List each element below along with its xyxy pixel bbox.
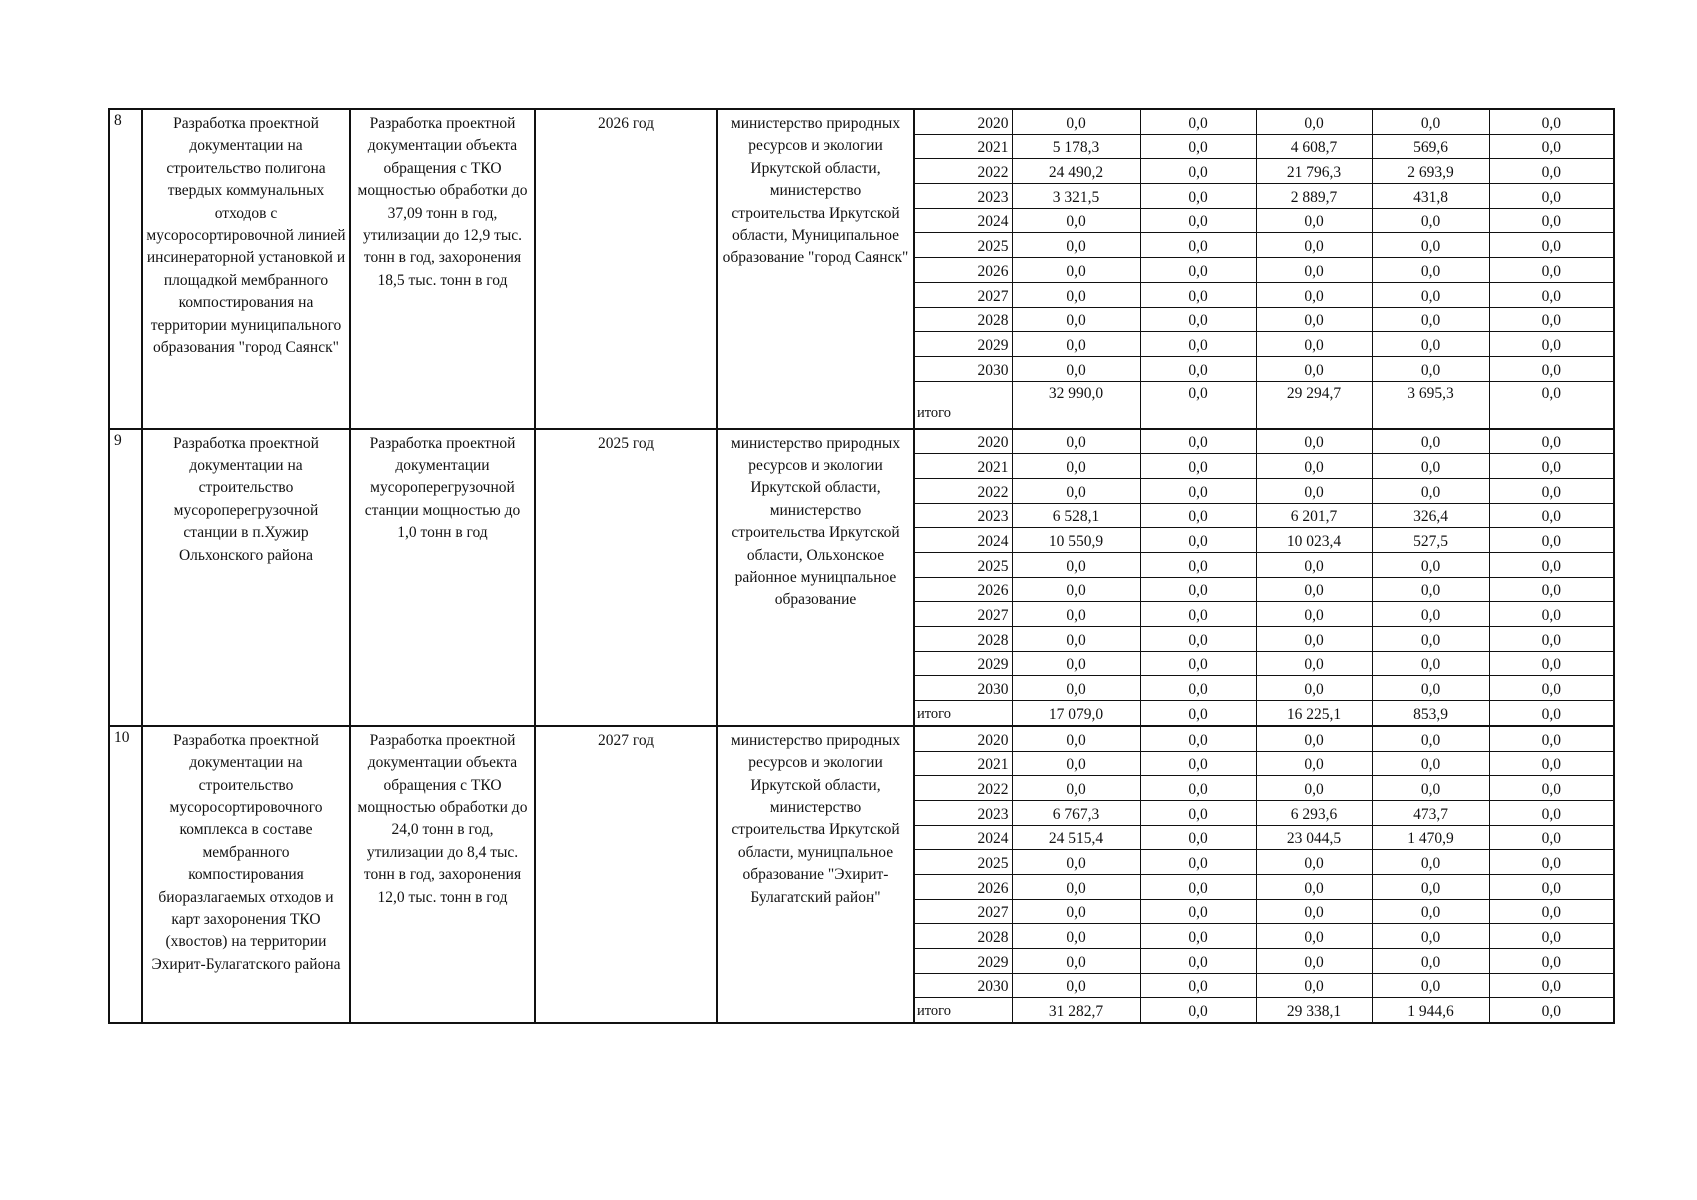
year-row <box>915 651 1613 676</box>
amount-cell: 0,0 <box>1140 110 1256 134</box>
financing-table <box>915 430 1613 725</box>
amount-cell: 0,0 <box>1489 110 1613 134</box>
year-cell: 2030 <box>915 973 1012 998</box>
amount-cell: 0,0 <box>1489 356 1613 381</box>
amount-cell: 431,8 <box>1372 184 1489 209</box>
total-amount-cell: 17 079,0 <box>1012 701 1140 725</box>
amount-cell: 0,0 <box>1489 850 1613 875</box>
amount-cell: 0,0 <box>1372 307 1489 332</box>
amount-cell: 2 889,7 <box>1256 184 1372 209</box>
amount-cell: 0,0 <box>1372 110 1489 134</box>
year-cell: 2030 <box>915 676 1012 701</box>
total-amount-cell: 0,0 <box>1140 381 1256 428</box>
amount-cell: 0,0 <box>1256 874 1372 899</box>
measure-executor: министерство природных ресурсов и экологии Иркутской области, министерство строительства Иркутской области, Муниципальное образование "город Саянск" <box>717 109 914 429</box>
measure-result: Разработка проектной документации объекта обращения с ТКО мощностью обработки до 37,09 тонн в год, утилизации до 12,9 тыс. тонн в год, захоронения 18,5 тыс. тонн в год <box>350 109 535 429</box>
amount-cell: 0,0 <box>1256 454 1372 479</box>
year-cell: 2025 <box>915 850 1012 875</box>
amount-cell: 0,0 <box>1012 307 1140 332</box>
amount-cell: 0,0 <box>1489 973 1613 998</box>
amount-cell: 5 178,3 <box>1012 134 1140 159</box>
amount-cell: 0,0 <box>1372 949 1489 974</box>
amount-cell: 0,0 <box>1372 727 1489 751</box>
amount-cell: 0,0 <box>1140 776 1256 801</box>
amount-cell: 0,0 <box>1256 899 1372 924</box>
year-row <box>915 553 1613 578</box>
year-cell: 2029 <box>915 651 1012 676</box>
amount-cell: 0,0 <box>1489 134 1613 159</box>
year-cell: 2027 <box>915 282 1012 307</box>
measure-result: Разработка проектной документации мусороперегрузочной станции мощностью до 1,0 тонн в год <box>350 429 535 726</box>
amount-cell: 0,0 <box>1012 751 1140 776</box>
year-cell: 2028 <box>915 307 1012 332</box>
year-cell: 2028 <box>915 924 1012 949</box>
year-row <box>915 924 1613 949</box>
amount-cell: 24 515,4 <box>1012 825 1140 850</box>
measure-name: Разработка проектной документации на строительство мусороперегрузочной станции в п.Хужир Ольхонского района <box>142 429 350 726</box>
year-cell: 2026 <box>915 258 1012 283</box>
year-row <box>915 776 1613 801</box>
amount-cell: 0,0 <box>1489 528 1613 553</box>
year-cell: 2021 <box>915 454 1012 479</box>
amount-cell: 0,0 <box>1140 751 1256 776</box>
amount-cell: 6 201,7 <box>1256 503 1372 528</box>
measure-term: 2027 год <box>535 726 717 1023</box>
amount-cell: 0,0 <box>1140 602 1256 627</box>
amount-cell: 0,0 <box>1012 850 1140 875</box>
year-cell: 2025 <box>915 233 1012 258</box>
year-cell: 2028 <box>915 627 1012 652</box>
amount-cell: 0,0 <box>1256 233 1372 258</box>
year-cell: 2024 <box>915 208 1012 233</box>
amount-cell: 0,0 <box>1372 208 1489 233</box>
year-row <box>915 800 1613 825</box>
year-row <box>915 727 1613 751</box>
year-row <box>915 208 1613 233</box>
year-cell: 2022 <box>915 159 1012 184</box>
year-row <box>915 899 1613 924</box>
year-cell: 2025 <box>915 553 1012 578</box>
year-cell: 2024 <box>915 825 1012 850</box>
amount-cell: 0,0 <box>1140 503 1256 528</box>
year-cell: 2022 <box>915 478 1012 503</box>
total-amount-cell: 0,0 <box>1489 701 1613 725</box>
total-amount-cell: 32 990,0 <box>1012 381 1140 428</box>
amount-cell: 6 528,1 <box>1012 503 1140 528</box>
amount-cell: 1 470,9 <box>1372 825 1489 850</box>
year-cell: 2023 <box>915 503 1012 528</box>
amount-cell: 0,0 <box>1140 258 1256 283</box>
amount-cell: 0,0 <box>1372 553 1489 578</box>
amount-cell: 0,0 <box>1372 874 1489 899</box>
year-cell: 2024 <box>915 528 1012 553</box>
amount-cell: 0,0 <box>1256 949 1372 974</box>
amount-cell: 3 321,5 <box>1012 184 1140 209</box>
amount-cell: 0,0 <box>1372 356 1489 381</box>
year-cell: 2026 <box>915 577 1012 602</box>
amount-cell: 0,0 <box>1372 454 1489 479</box>
year-cell: 2022 <box>915 776 1012 801</box>
year-cell: 2021 <box>915 751 1012 776</box>
year-cell: 2027 <box>915 602 1012 627</box>
amount-cell: 0,0 <box>1256 776 1372 801</box>
total-label: итого <box>915 998 1012 1022</box>
amount-cell: 0,0 <box>1140 454 1256 479</box>
amount-cell: 0,0 <box>1256 973 1372 998</box>
year-row <box>915 751 1613 776</box>
amount-cell: 0,0 <box>1372 258 1489 283</box>
amount-cell: 6 293,6 <box>1256 800 1372 825</box>
amount-cell: 0,0 <box>1012 874 1140 899</box>
amount-cell: 0,0 <box>1256 602 1372 627</box>
year-row <box>915 282 1613 307</box>
total-amount-cell: 853,9 <box>1372 701 1489 725</box>
amount-cell: 0,0 <box>1256 850 1372 875</box>
amount-cell: 0,0 <box>1012 430 1140 454</box>
amount-cell: 0,0 <box>1489 924 1613 949</box>
amount-cell: 4 608,7 <box>1256 134 1372 159</box>
document-sheet <box>108 108 1613 1024</box>
amount-cell: 0,0 <box>1489 307 1613 332</box>
amount-cell: 0,0 <box>1012 676 1140 701</box>
amount-cell: 0,0 <box>1140 282 1256 307</box>
amount-cell: 21 796,3 <box>1256 159 1372 184</box>
amount-cell: 0,0 <box>1256 208 1372 233</box>
amount-cell: 0,0 <box>1256 676 1372 701</box>
amount-cell: 23 044,5 <box>1256 825 1372 850</box>
total-label: итого <box>915 381 1012 428</box>
year-row <box>915 110 1613 134</box>
amount-cell: 0,0 <box>1012 110 1140 134</box>
amount-cell: 0,0 <box>1256 553 1372 578</box>
amount-cell: 0,0 <box>1012 332 1140 357</box>
amount-cell: 24 490,2 <box>1012 159 1140 184</box>
amount-cell: 0,0 <box>1012 233 1140 258</box>
amount-cell: 0,0 <box>1489 651 1613 676</box>
amount-cell: 0,0 <box>1140 184 1256 209</box>
amount-cell: 0,0 <box>1140 899 1256 924</box>
year-row <box>915 503 1613 528</box>
measure-executor: министерство природных ресурсов и экологии Иркутской области, министерство строительства Иркутской области, муницпальное образование "Эхирит-Булагатский район" <box>717 726 914 1023</box>
financing-block <box>914 109 1614 429</box>
financing-table <box>915 727 1613 1022</box>
amount-cell: 0,0 <box>1372 602 1489 627</box>
year-cell: 2021 <box>915 134 1012 159</box>
amount-cell: 0,0 <box>1256 577 1372 602</box>
year-row <box>915 233 1613 258</box>
year-cell: 2030 <box>915 356 1012 381</box>
amount-cell: 0,0 <box>1140 233 1256 258</box>
total-amount-cell: 0,0 <box>1489 381 1613 428</box>
amount-cell: 0,0 <box>1012 577 1140 602</box>
amount-cell: 0,0 <box>1140 850 1256 875</box>
measure-term: 2026 год <box>535 109 717 429</box>
amount-cell: 0,0 <box>1012 454 1140 479</box>
amount-cell: 0,0 <box>1256 356 1372 381</box>
amount-cell: 0,0 <box>1372 973 1489 998</box>
amount-cell: 0,0 <box>1372 676 1489 701</box>
measure-name: Разработка проектной документации на строительство мусоросортировочного комплекса в составе мембранного компостирования биоразлагаемых отходов и карт захоронения ТКО (хвостов) на территории Эхирит-Булагатского района <box>142 726 350 1023</box>
amount-cell: 0,0 <box>1012 949 1140 974</box>
amount-cell: 0,0 <box>1489 899 1613 924</box>
year-cell: 2023 <box>915 800 1012 825</box>
amount-cell: 0,0 <box>1140 430 1256 454</box>
amount-cell: 0,0 <box>1489 825 1613 850</box>
amount-cell: 0,0 <box>1256 751 1372 776</box>
financing-block <box>914 429 1614 726</box>
amount-cell: 0,0 <box>1372 751 1489 776</box>
year-row <box>915 356 1613 381</box>
total-amount-cell: 29 294,7 <box>1256 381 1372 428</box>
amount-cell: 0,0 <box>1489 454 1613 479</box>
amount-cell: 0,0 <box>1489 282 1613 307</box>
amount-cell: 0,0 <box>1140 528 1256 553</box>
amount-cell: 473,7 <box>1372 800 1489 825</box>
amount-cell: 0,0 <box>1140 332 1256 357</box>
total-row <box>915 701 1613 725</box>
amount-cell: 0,0 <box>1140 208 1256 233</box>
amount-cell: 0,0 <box>1372 430 1489 454</box>
amount-cell: 0,0 <box>1256 430 1372 454</box>
amount-cell: 0,0 <box>1256 110 1372 134</box>
amount-cell: 0,0 <box>1256 924 1372 949</box>
amount-cell: 0,0 <box>1372 850 1489 875</box>
amount-cell: 0,0 <box>1256 478 1372 503</box>
amount-cell: 0,0 <box>1012 924 1140 949</box>
year-row <box>915 577 1613 602</box>
measure-result: Разработка проектной документации объекта обращения с ТКО мощностью обработки до 24,0 тонн в год, утилизации до 8,4 тыс. тонн в год, захоронения 12,0 тыс. тонн в год <box>350 726 535 1023</box>
row-number: 10 <box>109 726 142 1023</box>
amount-cell: 0,0 <box>1489 874 1613 899</box>
year-cell: 2023 <box>915 184 1012 209</box>
amount-cell: 0,0 <box>1140 577 1256 602</box>
program-table <box>108 108 1615 1024</box>
year-row <box>915 307 1613 332</box>
amount-cell: 0,0 <box>1489 602 1613 627</box>
total-amount-cell: 16 225,1 <box>1256 701 1372 725</box>
amount-cell: 0,0 <box>1489 233 1613 258</box>
amount-cell: 0,0 <box>1489 332 1613 357</box>
financing-table <box>915 110 1613 428</box>
amount-cell: 0,0 <box>1489 258 1613 283</box>
amount-cell: 0,0 <box>1012 553 1140 578</box>
amount-cell: 0,0 <box>1489 800 1613 825</box>
year-cell: 2020 <box>915 727 1012 751</box>
amount-cell: 0,0 <box>1372 924 1489 949</box>
table-row <box>109 726 1614 1023</box>
amount-cell: 0,0 <box>1140 949 1256 974</box>
amount-cell: 326,4 <box>1372 503 1489 528</box>
amount-cell: 0,0 <box>1140 800 1256 825</box>
amount-cell: 0,0 <box>1012 899 1140 924</box>
amount-cell: 0,0 <box>1140 676 1256 701</box>
row-number: 8 <box>109 109 142 429</box>
year-row <box>915 454 1613 479</box>
amount-cell: 0,0 <box>1489 676 1613 701</box>
table-row <box>109 429 1614 726</box>
amount-cell: 0,0 <box>1140 627 1256 652</box>
year-row <box>915 258 1613 283</box>
total-amount-cell: 31 282,7 <box>1012 998 1140 1022</box>
amount-cell: 0,0 <box>1489 949 1613 974</box>
measure-executor: министерство природных ресурсов и экологии Иркутской области, министерство строительства Иркутской области, Ольхонское районное муницпальное образование <box>717 429 914 726</box>
amount-cell: 0,0 <box>1372 776 1489 801</box>
total-amount-cell: 0,0 <box>1140 701 1256 725</box>
row-number: 9 <box>109 429 142 726</box>
amount-cell: 0,0 <box>1012 651 1140 676</box>
year-row <box>915 676 1613 701</box>
year-row <box>915 602 1613 627</box>
total-row <box>915 381 1613 428</box>
amount-cell: 0,0 <box>1489 553 1613 578</box>
amount-cell: 0,0 <box>1256 307 1372 332</box>
year-row <box>915 478 1613 503</box>
amount-cell: 0,0 <box>1140 356 1256 381</box>
year-cell: 2020 <box>915 110 1012 134</box>
total-amount-cell: 3 695,3 <box>1372 381 1489 428</box>
total-label: итого <box>915 701 1012 725</box>
amount-cell: 0,0 <box>1012 208 1140 233</box>
amount-cell: 0,0 <box>1140 134 1256 159</box>
total-amount-cell: 1 944,6 <box>1372 998 1489 1022</box>
amount-cell: 0,0 <box>1140 924 1256 949</box>
amount-cell: 0,0 <box>1140 307 1256 332</box>
amount-cell: 0,0 <box>1140 159 1256 184</box>
amount-cell: 0,0 <box>1489 776 1613 801</box>
year-row <box>915 430 1613 454</box>
year-row <box>915 159 1613 184</box>
amount-cell: 0,0 <box>1372 627 1489 652</box>
total-amount-cell: 0,0 <box>1140 998 1256 1022</box>
amount-cell: 0,0 <box>1256 727 1372 751</box>
amount-cell: 0,0 <box>1012 776 1140 801</box>
amount-cell: 6 767,3 <box>1012 800 1140 825</box>
amount-cell: 0,0 <box>1140 553 1256 578</box>
table-row <box>109 109 1614 429</box>
amount-cell: 0,0 <box>1012 258 1140 283</box>
amount-cell: 569,6 <box>1372 134 1489 159</box>
amount-cell: 10 023,4 <box>1256 528 1372 553</box>
measure-term: 2025 год <box>535 429 717 726</box>
amount-cell: 0,0 <box>1489 503 1613 528</box>
amount-cell: 0,0 <box>1012 356 1140 381</box>
amount-cell: 0,0 <box>1489 159 1613 184</box>
amount-cell: 0,0 <box>1256 282 1372 307</box>
year-cell: 2020 <box>915 430 1012 454</box>
amount-cell: 0,0 <box>1012 973 1140 998</box>
amount-cell: 0,0 <box>1256 627 1372 652</box>
amount-cell: 0,0 <box>1372 577 1489 602</box>
amount-cell: 0,0 <box>1372 233 1489 258</box>
amount-cell: 0,0 <box>1012 478 1140 503</box>
amount-cell: 0,0 <box>1012 627 1140 652</box>
year-cell: 2027 <box>915 899 1012 924</box>
year-row <box>915 134 1613 159</box>
amount-cell: 10 550,9 <box>1012 528 1140 553</box>
amount-cell: 0,0 <box>1140 727 1256 751</box>
financing-block <box>914 726 1614 1023</box>
year-row <box>915 973 1613 998</box>
year-row <box>915 850 1613 875</box>
year-row <box>915 528 1613 553</box>
amount-cell: 0,0 <box>1489 627 1613 652</box>
total-amount-cell: 0,0 <box>1489 998 1613 1022</box>
year-cell: 2026 <box>915 874 1012 899</box>
amount-cell: 527,5 <box>1372 528 1489 553</box>
amount-cell: 0,0 <box>1489 478 1613 503</box>
amount-cell: 0,0 <box>1256 651 1372 676</box>
amount-cell: 0,0 <box>1372 282 1489 307</box>
year-row <box>915 949 1613 974</box>
amount-cell: 0,0 <box>1489 727 1613 751</box>
amount-cell: 0,0 <box>1140 825 1256 850</box>
year-row <box>915 184 1613 209</box>
year-row <box>915 825 1613 850</box>
amount-cell: 0,0 <box>1140 651 1256 676</box>
amount-cell: 0,0 <box>1012 602 1140 627</box>
amount-cell: 0,0 <box>1489 577 1613 602</box>
measure-name: Разработка проектной документации на строительство полигона твердых коммунальных отходов с мусоросортировочной линией инсинераторной установкой и площадкой мембранного компостирования на территории муниципального образования "город Саянск" <box>142 109 350 429</box>
amount-cell: 0,0 <box>1372 651 1489 676</box>
amount-cell: 0,0 <box>1140 973 1256 998</box>
amount-cell: 0,0 <box>1489 208 1613 233</box>
amount-cell: 0,0 <box>1489 430 1613 454</box>
amount-cell: 2 693,9 <box>1372 159 1489 184</box>
amount-cell: 0,0 <box>1256 258 1372 283</box>
amount-cell: 0,0 <box>1372 332 1489 357</box>
year-row <box>915 332 1613 357</box>
year-row <box>915 627 1613 652</box>
amount-cell: 0,0 <box>1012 727 1140 751</box>
amount-cell: 0,0 <box>1372 899 1489 924</box>
amount-cell: 0,0 <box>1012 282 1140 307</box>
amount-cell: 0,0 <box>1140 874 1256 899</box>
amount-cell: 0,0 <box>1256 332 1372 357</box>
year-cell: 2029 <box>915 949 1012 974</box>
year-row <box>915 874 1613 899</box>
amount-cell: 0,0 <box>1489 184 1613 209</box>
total-amount-cell: 29 338,1 <box>1256 998 1372 1022</box>
total-row <box>915 998 1613 1022</box>
amount-cell: 0,0 <box>1140 478 1256 503</box>
amount-cell: 0,0 <box>1489 751 1613 776</box>
amount-cell: 0,0 <box>1372 478 1489 503</box>
year-cell: 2029 <box>915 332 1012 357</box>
